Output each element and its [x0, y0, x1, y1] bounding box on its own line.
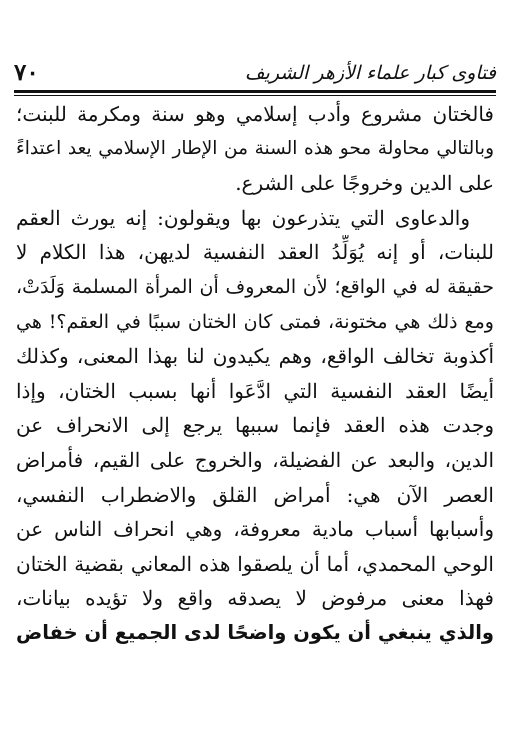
text-line: الوحي المحمدي، أما أن يلصقوا هذه المعاني بقضية الختان — [16, 551, 494, 576]
text-line: ومع ذلك هي مختونة، فمتى كان الختان سببًا في العقم؟! هي — [16, 310, 494, 333]
text-line: أكذوبة تخالف الواقع، وهم يكيدون لنا بهذا المعنى، وكذلك — [16, 344, 494, 369]
header-rule-thin — [14, 95, 496, 96]
text-line: فهذا معنى مرفوض لا يصدقه واقع ولا تؤيده بيانات، — [16, 586, 494, 611]
body-text — [16, 97, 494, 651]
running-title: فتاوى كبار علماء الأزهر الشريف — [244, 62, 496, 84]
header-rule — [14, 90, 496, 93]
text-line: أيضًا العقد النفسية التي ادَّعَوا أنها بسبب الختان، وإذا — [16, 378, 494, 403]
text-line: والدعاوى التي يتذرعون بها ويقولون: إنه يورث العقم — [16, 205, 470, 230]
page-header — [14, 58, 496, 88]
text-line: العصر الآن هي: أمراض القلق والاضطراب النفسي، — [16, 482, 494, 507]
text-line: فالختان مشروع وأدب إسلامي وهو سنة ومكرمة للبنت؛ — [16, 102, 494, 126]
text-line: وجدت هذه العقد فإنما سببها يرجع إلى الانحراف عن — [16, 413, 494, 438]
text-line: للبنات، أو إنه يُوَلِّدُ العقد النفسية لديهن، هذا الكلام لا — [16, 240, 494, 265]
text-line: على الدين وخروجًا على الشرع. — [235, 171, 494, 196]
text-line: والذي ينبغي أن يكون واضحًا لدى الجميع أن خفاض — [16, 620, 494, 644]
text-line: وبالتالي محاولة محو هذه السنة من الإطار الإسلامي يعد اعتداءً — [16, 137, 494, 159]
text-line: وأسبابها أسباب مادية معروفة، وهي انحراف الناس عن — [16, 517, 494, 542]
page-number: ٧٠ — [14, 59, 39, 86]
text-line: الدين، والبعد عن الفضيلة، والخروج على القيم، فأمراض — [16, 447, 494, 472]
text-line: حقيقة له في الواقع؛ لأن المعروف أن المرأة المسلمة وَلَدَتْ، — [16, 275, 494, 298]
